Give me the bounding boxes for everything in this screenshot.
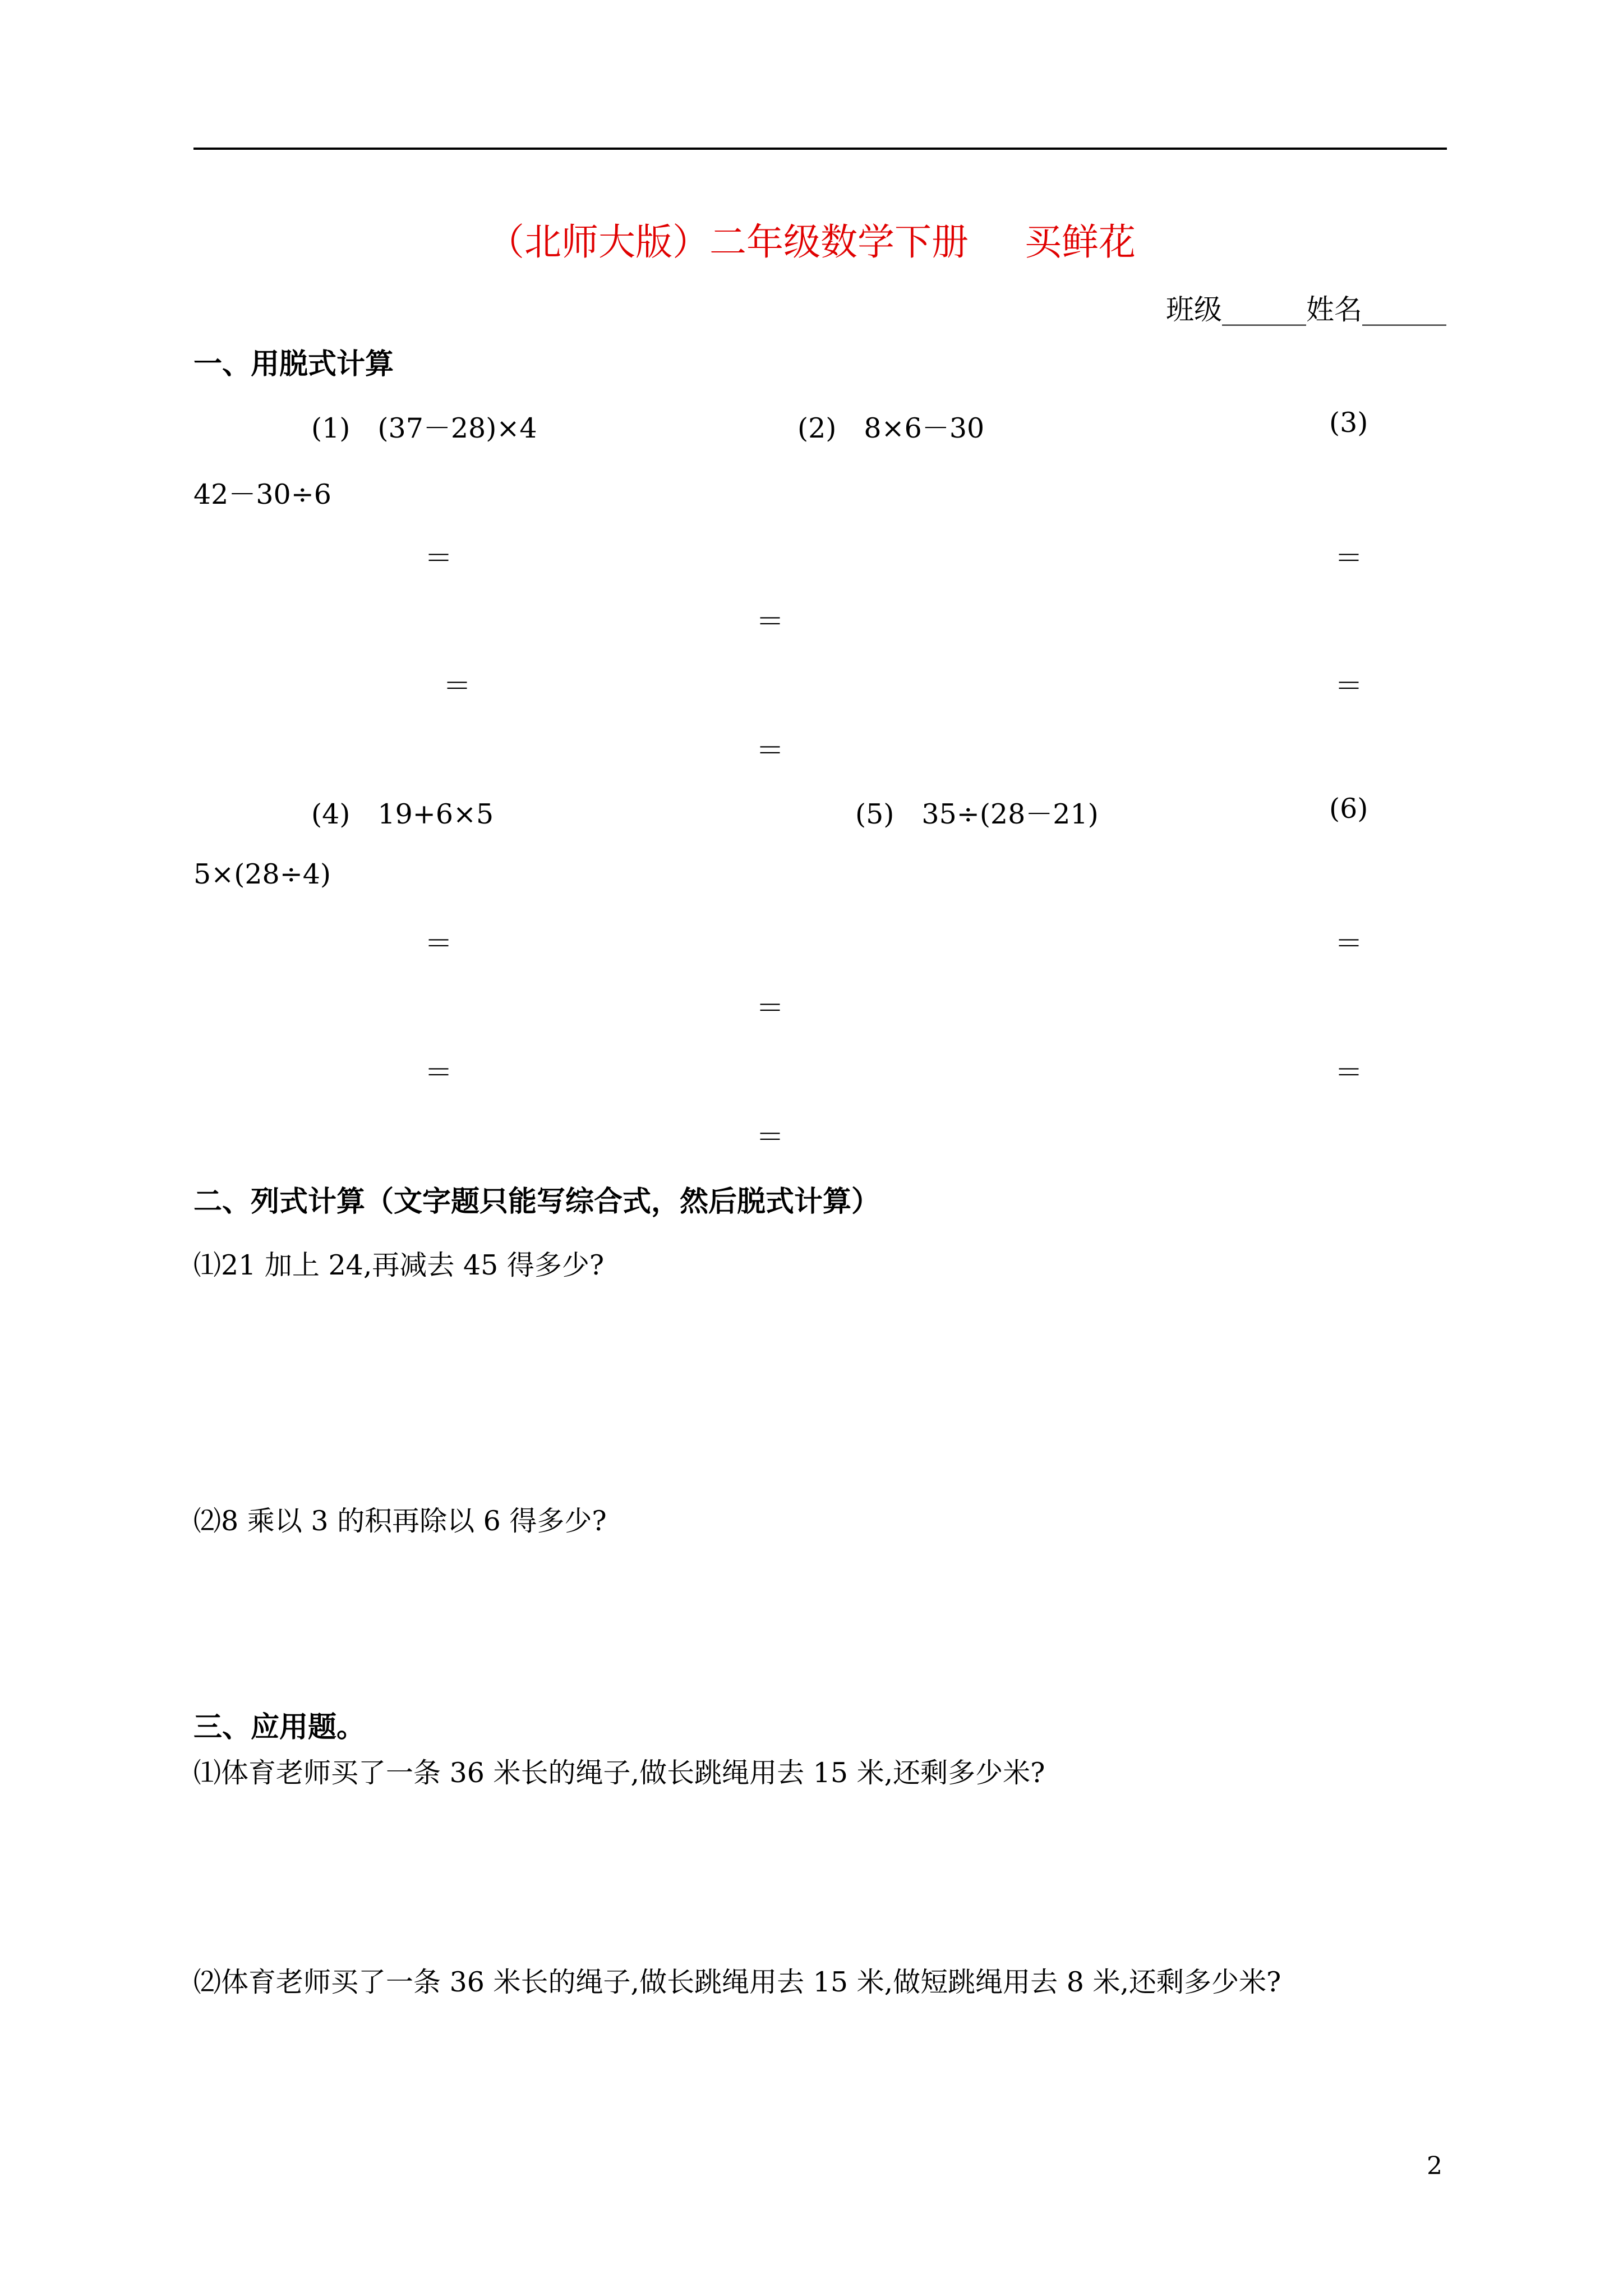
answer-equals-1a: ＝ [425,542,453,574]
problem-6-number: (6) [1329,793,1368,825]
answer-equals-6a: ＝ [1335,927,1363,960]
answer-equals-3b: ＝ [1335,670,1363,702]
page-number: 2 [1427,2152,1442,2180]
problem-3-expression: 42－30÷6 [193,478,331,510]
section1-heading: 一、用脱式计算 [193,347,394,381]
problem-1: (1) (37－28)×4 [311,412,537,444]
section2-heading: 二、列式计算（文字题只能写综合式，然后脱式计算） [193,1185,880,1218]
problem-4: (4) 19+6×5 [311,798,494,830]
section3-question-1: ⑴体育老师买了一条 36 米长的绳子,做长跳绳用去 15 米,还剩多少米? [193,1757,1045,1789]
title-topic: 买鲜花 [1025,220,1136,264]
answer-equals-4a: ＝ [425,927,453,960]
answer-equals-2a: ＝ [756,605,784,638]
problem-2: (2) 8×6－30 [797,412,985,444]
answer-equals-1b: ＝ [443,670,471,702]
section2-question-2: ⑵8 乘以 3 的积再除以 6 得多少? [193,1505,607,1537]
answer-equals-6b: ＝ [1335,1056,1363,1089]
page-title [0,212,1623,265]
problem-6-expression: 5×(28÷4) [193,858,331,890]
answer-equals-4b: ＝ [425,1056,453,1089]
section3-question-2: ⑵体育老师买了一条 36 米长的绳子,做长跳绳用去 15 米,做短跳绳用去 8 米,还剩多少米? [193,1966,1281,1998]
problem-3-number: (3) [1329,407,1368,439]
answer-equals-5a: ＝ [756,992,784,1024]
section2-question-1: ⑴21 加上 24,再减去 45 得多少? [193,1249,605,1281]
title-main: （北师大版）二年级数学下册 [487,220,969,264]
class-name-line: 班级______姓名______ [1166,293,1446,326]
answer-equals-2b: ＝ [756,734,784,767]
problem-5: (5) 35÷(28－21) [855,798,1099,830]
section3-heading: 三、应用题。 [193,1710,366,1744]
answer-equals-5b: ＝ [756,1121,784,1153]
header-rule [193,148,1447,150]
answer-equals-3a: ＝ [1335,542,1363,574]
